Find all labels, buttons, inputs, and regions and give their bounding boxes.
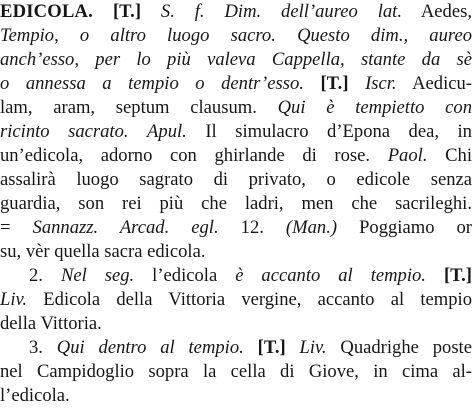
text-line (0, 312, 472, 336)
text-line (0, 360, 472, 384)
text-span: Poggiamo or (359, 217, 472, 238)
text-span: nel Campidoglio sopra la cella di Giove, in cima al- (0, 361, 472, 382)
text-span: S. f. Dim. dell’aureo lat. (160, 1, 402, 22)
text-span: Chi (445, 145, 472, 166)
text-span: l’edicola (152, 265, 218, 286)
sense-number: 3. (29, 337, 43, 358)
text-line (0, 240, 472, 264)
text-span: lam, aram, septum clausum. (0, 97, 257, 118)
text-line (0, 288, 472, 312)
text-span: Il simulacro d’Epona dea, in (205, 121, 472, 142)
tag: [T.] (443, 265, 472, 286)
text-span: guardia, son rei più che ladri, men che sacrileghi. (0, 193, 472, 214)
tag: [T.] (257, 337, 286, 358)
text-span: ricinto sacrato. (0, 121, 129, 142)
text-span: Liv. (0, 289, 28, 310)
tag: [T.] (112, 1, 142, 22)
text-line (29, 264, 472, 288)
text-span: Qui dentro al tempio. (56, 337, 244, 358)
text-span: un’edicola, adorno con ghirlande di rose. (0, 145, 371, 166)
text-span: Quadrighe poste (340, 337, 472, 358)
text-span: Edicola della Vittoria vergine, accanto al tempio (43, 289, 472, 310)
text-span: Sannazz. Arcad. egl. (32, 217, 219, 238)
text-span: Aedicu- (412, 73, 472, 94)
text-span: Apul. (147, 121, 187, 142)
text-line (0, 384, 472, 408)
text-span: (Man.) (285, 217, 338, 238)
text-span: assalirà luogo sagrato di privato, o edicole senza (0, 169, 472, 190)
text-line (0, 72, 472, 96)
text-line (0, 0, 472, 24)
tag: [T.] (320, 73, 349, 94)
text-span: della Vittoria. (0, 313, 102, 334)
text-line (0, 96, 472, 120)
text-span: Aedes, (420, 1, 472, 22)
text-line (0, 48, 472, 72)
text-span: Qui è tempietto con (277, 97, 472, 118)
sense-number: 2. (29, 265, 43, 286)
text-line (0, 24, 472, 48)
text-span: Iscr. (365, 73, 397, 94)
text-span: anch’esso, per lo più valeva Cappella, stante da sè (0, 49, 472, 70)
text-span: o annessa a tempio o dentr’esso. (0, 73, 304, 94)
text-line (0, 192, 472, 216)
text-line (0, 144, 472, 168)
text-span: su, vèr quella sacra edicola. (0, 241, 206, 262)
symbol: = (0, 217, 11, 238)
text-span: 12. (240, 217, 264, 238)
headword: EDICOLA. (0, 1, 94, 22)
text-span: è accanto al tempio. (235, 265, 426, 286)
text-span: Paol. (387, 145, 428, 166)
text-line (0, 216, 472, 240)
text-line (0, 120, 472, 144)
text-span: Liv. (299, 337, 327, 358)
text-span: Tempio, o altro luogo sacro. Questo dim., aureo (0, 25, 472, 46)
text-line (29, 336, 472, 360)
text-span: l’edicola. (0, 385, 70, 406)
text-line (0, 168, 472, 192)
text-span: Nel seg. (60, 265, 135, 286)
